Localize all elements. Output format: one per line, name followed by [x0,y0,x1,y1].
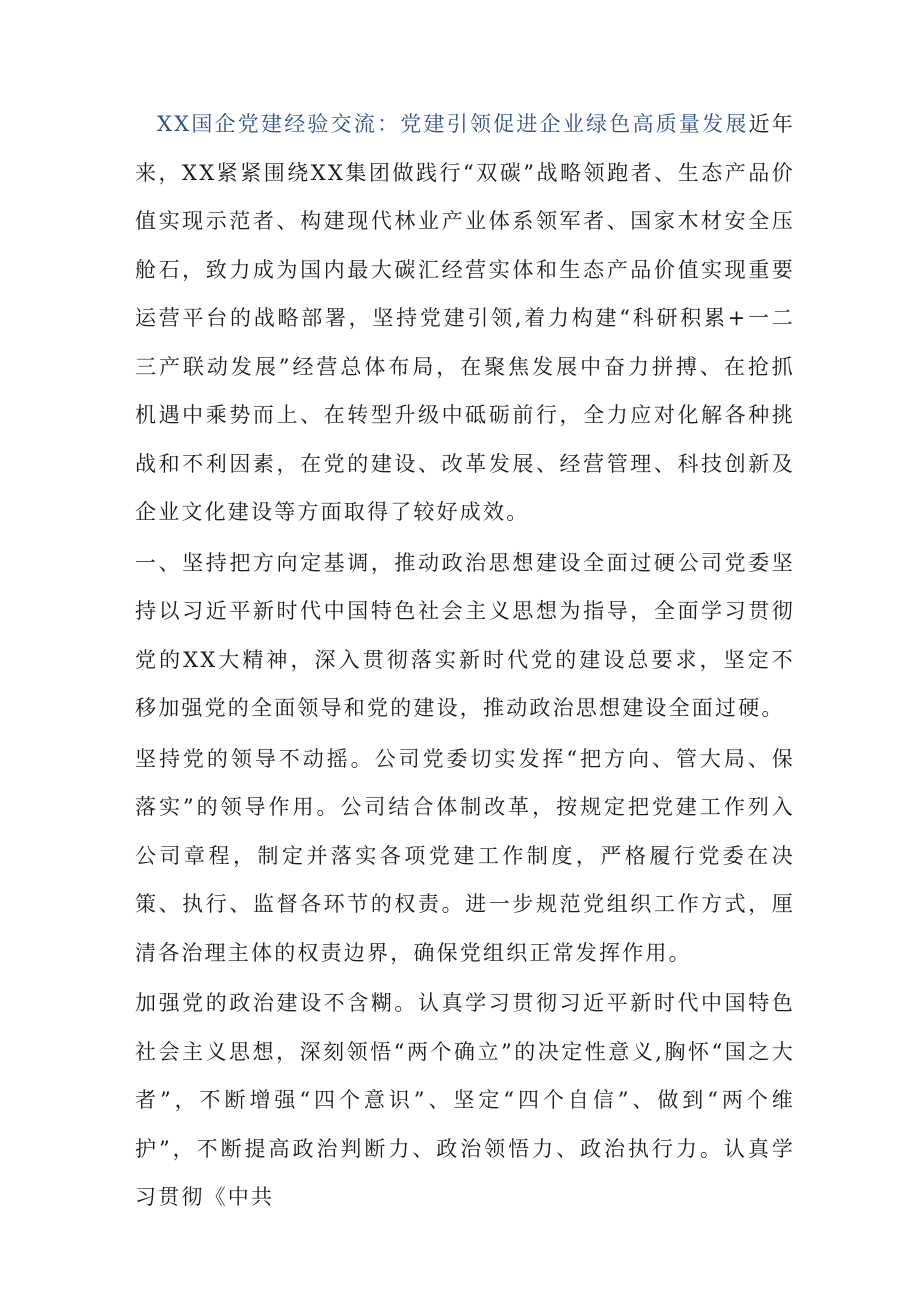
paragraph-text: 近年来，XX紧紧围绕XX集团做践行“双碳”战略领跑者、生态产品价值实现示范者、构建现代林业产业体系领军者、国家木材安全压舱石，致力成为国内最大碳汇经营实体和生态产品价值实现重要运营平台的战略部署，坚持党建引领,着力构建“科研积累+一二三产联动发展”经营总体布局，在聚焦发展中奋力拼搏、在抢抓机遇中乘势而上、在转型升级中砥砺前行，全力应对化解各种挑战和不利因素，在党的建设、改革发展、经营管理、科技创新及企业文化建设等方面取得了较好成效。 [135,112,795,524]
political-building-paragraph: 加强党的政治建设不含糊。认真学习贯彻习近平新时代中国特色社会主义思想，深刻领悟“两个确立”的决定性意义,胸怀“国之大者”，不断增强“四个意识”、坚定“四个自信”、做到“两个维护”，不断提高政治判断力、政治领悟力、政治执行力。认真学习贯彻《中共 [135,991,795,1209]
intro-paragraph [135,100,795,537]
document-page [135,100,795,1222]
document-title: XX国企党建经验交流：党建引领促进企业绿色高质量发展 [157,112,749,136]
party-leadership-paragraph: 坚持党的领导不动摇。公司党委切实发挥“把方向、管大局、保落实”的领导作用。公司结合体制改革，按规定把党建工作列入公司章程，制定并落实各项党建工作制度，严格履行党委在决策、执行、监督各环节的权责。进一步规范党组织工作方式，厘清各治理主体的权责边界，确保党组织正常发挥作用。 [135,746,795,965]
section-one-paragraph: 一、坚持把方向定基调，推动政治思想建设全面过硬公司党委坚持以习近平新时代中国特色社会主义思想为指导，全面学习贯彻党的XX大精神，深入贯彻落实新时代党的建设总要求，坚定不移加强党的全面领导和党的建设，推动政治思想建设全面过硬。 [135,550,795,720]
